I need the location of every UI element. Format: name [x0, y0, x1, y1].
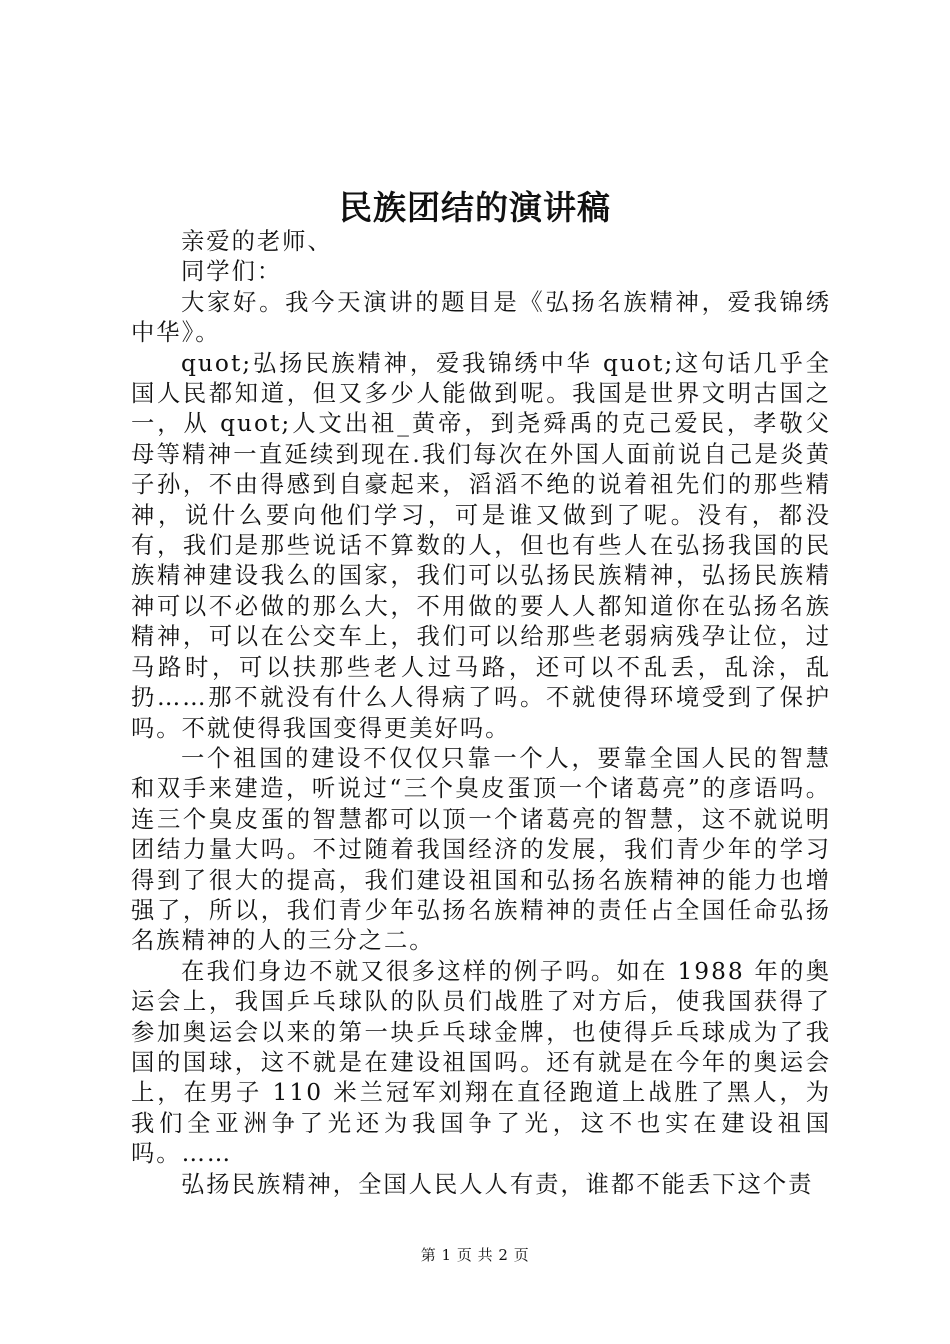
paragraph-greeting: 大家好。我今天演讲的题目是《弘扬名族精神，爱我锦绣中华》。	[131, 288, 831, 347]
paragraph-olympic-examples: 在我们身边不就又很多这样的例子吗。如在 1988 年的奥运会上，我国乒乓球队的队员们战胜了对方后，使我国获得了参加奥运会以来的第一块乒乓球金牌，也使得乒乓球成为了我国的国球，这不就是在建设祖国吗。还有就是在今年的奥运会上，在男子 110 米兰冠军刘翔在直径跑道上战胜了黑人，为我们全亚洲争了光还为我国争了光，这不也实在建设祖国吗。……	[131, 957, 831, 1168]
page-number-footer: 第 1 页 共 2 页	[420, 1246, 530, 1264]
document-body	[131, 227, 831, 1200]
salutation-line-2: 同学们：	[181, 258, 283, 286]
salutation-line-1: 亲爱的老师、	[181, 228, 333, 255]
document-title: 民族团结的演讲稿	[339, 188, 611, 227]
paragraph-national-spirit: quot;弘扬民族精神，爱我锦绣中华 quot;这句话几乎全国人民都知道，但又多少人能做到呢。我国是世界文明古国之一，从 quot;人文出祖_黄帝，到尧舜禹的克己爱民，孝敬父母等精神一直延续到现在.我们每次在外国人面前说自己是炎黄子孙，不由得感到自豪起来，滔滔不绝的说着祖先们的那些精神，说什么要向他们学习，可是谁又做到了呢。没有，都没有，我们是那些说话不算数的人，但也有些人在弘扬我国的民族精神建设我么的国家，我们可以弘扬民族精神，弘扬民族精神可以不必做的那么大，不用做的要人人都知道你在弘扬名族精神，可以在公交车上，我们可以给那些老弱病残孕让位，过马路时，可以扶那些老人过马路，还可以不乱丢，乱涂，乱扔……那不就没有什么人得病了吗。不就使得环境受到了保护吗。不就使得我国变得更美好吗。	[131, 349, 831, 742]
paragraph-unity-strength: 一个祖国的建设不仅仅只靠一个人，要靠全国人民的智慧和双手来建造，听说过“三个臭皮蛋顶一个诸葛亮”的彦语吗。连三个臭皮蛋的智慧都可以顶一个诸葛亮的智慧，这不就说明团结力量大吗。不过随着我国经济的发展，我们青少年的学习得到了很大的提高，我们建设祖国和弘扬名族精神的能力也增强了，所以，我们青少年弘扬名族精神的责任占全国任命弘扬名族精神的人的三分之二。	[131, 744, 831, 955]
paragraph-responsibility: 弘扬民族精神，全国人民人人有责，谁都不能丢下这个责	[181, 1170, 814, 1198]
